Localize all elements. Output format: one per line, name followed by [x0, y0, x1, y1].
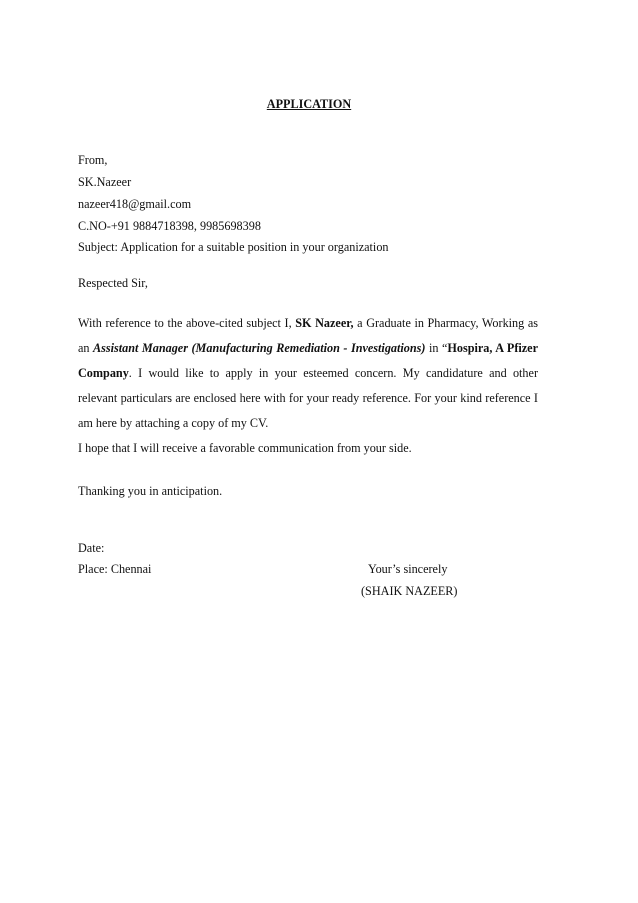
hope-line: I hope that I will receive a favorable communication from your side.	[78, 441, 412, 455]
date-label: Date:	[78, 541, 105, 555]
sender-email: nazeer418@gmail.com	[78, 197, 192, 211]
signature-name: (SHAIK NAZEER)	[361, 584, 458, 598]
body-text-part4: . I would like to apply in your esteemed concern. My candidature and other relevant particulars are enclosed here with for your ready reference. For your kind reference I am here by attaching a copy of my CV.	[78, 366, 538, 430]
body-text-part1: With reference to the above-cited subject I,	[78, 316, 296, 330]
body-text-part3: in “	[425, 341, 448, 355]
closing-phrase: Your’s sincerely	[368, 562, 448, 576]
body-text-part2: a Graduate in Pharmacy, Working as an	[78, 316, 538, 355]
applicant-name: SK Nazeer,	[295, 316, 354, 330]
body-paragraph	[78, 311, 538, 436]
thanking-line: Thanking you in anticipation.	[78, 484, 223, 498]
salutation: Respected Sir,	[78, 276, 148, 290]
position-title: Assistant Manager (Manufacturing Remediation - Investigations)	[93, 341, 426, 355]
company-name: Hospira, A Pfizer Company	[78, 341, 538, 380]
contact-numbers: C.NO-+91 9884718398, 9985698398	[78, 219, 261, 233]
place-label: Place: Chennai	[78, 562, 152, 576]
document-title: APPLICATION	[266, 97, 352, 111]
sender-name: SK.Nazeer	[78, 175, 132, 189]
from-label: From,	[78, 153, 108, 167]
subject-line: Subject: Application for a suitable position in your organization	[78, 240, 389, 254]
